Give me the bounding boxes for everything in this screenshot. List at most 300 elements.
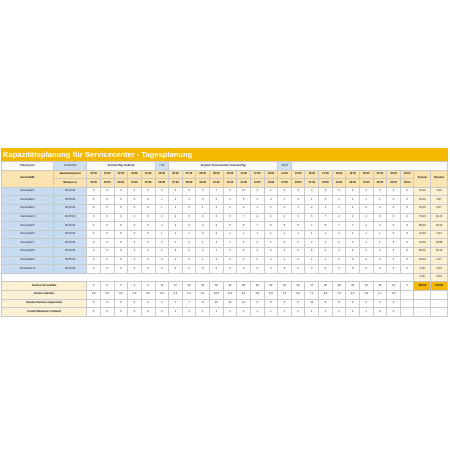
volume-cell[interactable]: 0 — [87, 213, 101, 222]
volume-cell[interactable]: 4 — [278, 247, 292, 256]
volume-cell[interactable]: 1 — [223, 239, 237, 248]
volume-cell[interactable]: 1 — [359, 230, 373, 239]
summary-value-cell: 6 — [278, 299, 292, 308]
volume-cell[interactable]: 1 — [305, 196, 319, 205]
volume-cell[interactable]: 4 — [210, 222, 224, 231]
volume-cell[interactable]: 7 — [346, 222, 360, 231]
volume-cell[interactable]: 6 — [305, 213, 319, 222]
row-summe-cell: 34,00 — [414, 187, 431, 196]
volume-cell[interactable]: 2 — [291, 239, 305, 248]
volume-cell[interactable]: 2 — [359, 247, 373, 256]
summary-value-cell: 1 — [332, 308, 346, 317]
volume-cell[interactable]: 1 — [278, 230, 292, 239]
volume-cell[interactable]: 0 — [128, 187, 142, 196]
volume-cell[interactable]: 2 — [291, 256, 305, 265]
volume-cell[interactable]: 1 — [291, 204, 305, 213]
volume-cell[interactable]: 0 — [114, 256, 128, 265]
volume-cell[interactable]: 4 — [264, 196, 278, 205]
bearbeitungszeit-cell[interactable]: 00:05:00 — [54, 256, 87, 265]
volume-cell[interactable]: 4 — [237, 247, 251, 256]
volume-cell[interactable]: 0 — [100, 239, 114, 248]
volume-cell[interactable]: 1 — [319, 230, 333, 239]
volume-cell[interactable]: 1 — [169, 256, 183, 265]
volume-cell[interactable]: 5 — [223, 222, 237, 231]
volume-cell[interactable]: 0 — [387, 204, 401, 213]
summary-value-cell: 26 — [250, 282, 264, 291]
volume-cell[interactable]: 3 — [387, 187, 401, 196]
volume-cell[interactable]: 1 — [359, 196, 373, 205]
volume-cell[interactable]: 2 — [305, 239, 319, 248]
servicefall-name-cell[interactable]: Servicefall 4 — [2, 213, 54, 222]
slot-from-header: 13:00 — [264, 170, 278, 179]
volume-cell[interactable]: 3 — [332, 187, 346, 196]
volume-cell[interactable]: 3 — [196, 247, 210, 256]
volume-cell[interactable]: 0 — [387, 222, 401, 231]
volume-cell[interactable]: 5 — [305, 247, 319, 256]
volume-cell[interactable]: 0 — [332, 265, 346, 274]
volume-cell[interactable]: 2 — [210, 204, 224, 213]
volume-cell[interactable]: 5 — [278, 222, 292, 231]
volume-cell[interactable]: 4 — [169, 247, 183, 256]
volume-cell[interactable]: 1 — [332, 204, 346, 213]
volume-cell[interactable]: 3 — [346, 187, 360, 196]
volume-cell[interactable]: 2 — [155, 239, 169, 248]
volume-cell[interactable]: 3 — [264, 247, 278, 256]
volume-cell[interactable]: 1 — [305, 256, 319, 265]
summary-summe-cell — [414, 308, 431, 317]
volume-cell[interactable]: 0 — [128, 204, 142, 213]
servicefall-name-cell[interactable]: Servicefall 10 — [2, 265, 54, 274]
volume-cell[interactable]: 6 — [182, 247, 196, 256]
volume-cell[interactable]: 0 — [359, 265, 373, 274]
volume-cell[interactable]: 0 — [400, 213, 414, 222]
volume-cell[interactable]: 1 — [278, 196, 292, 205]
volume-cell[interactable]: 3 — [346, 247, 360, 256]
volume-cell[interactable]: 1 — [373, 230, 387, 239]
volume-cell[interactable]: 1 — [169, 230, 183, 239]
volume-cell[interactable]: 0 — [100, 196, 114, 205]
volume-cell[interactable]: 0 — [400, 247, 414, 256]
volume-cell[interactable]: 2 — [169, 213, 183, 222]
volume-cell[interactable]: 9 — [223, 187, 237, 196]
volume-cell[interactable]: 2 — [332, 213, 346, 222]
volume-cell[interactable]: 0 — [387, 247, 401, 256]
volume-cell[interactable]: 6 — [291, 222, 305, 231]
volume-cell[interactable]: 1 — [196, 256, 210, 265]
summary-value-cell: 0 — [100, 282, 114, 291]
volume-cell[interactable]: 0 — [141, 247, 155, 256]
volume-cell[interactable]: 0 — [114, 213, 128, 222]
volume-cell[interactable]: 2 — [359, 204, 373, 213]
volume-cell[interactable]: 0 — [400, 256, 414, 265]
slot-from-header: 19:00 — [346, 170, 360, 179]
volume-cell[interactable]: 7 — [319, 213, 333, 222]
volume-cell[interactable]: 1 — [346, 196, 360, 205]
volume-cell[interactable]: 0 — [87, 265, 101, 274]
bearbeitungszeit-cell[interactable]: 00:05:00 — [54, 196, 87, 205]
volume-cell[interactable]: 0 — [128, 256, 142, 265]
volume-cell[interactable]: 1 — [373, 196, 387, 205]
volume-cell[interactable]: 2 — [305, 204, 319, 213]
bearbeitungszeit-cell[interactable]: 00:10:00 — [54, 187, 87, 196]
volume-cell[interactable]: 0 — [87, 204, 101, 213]
volume-cell[interactable]: 1 — [264, 230, 278, 239]
volume-cell[interactable]: 0 — [278, 265, 292, 274]
volume-cell[interactable]: 0 — [100, 204, 114, 213]
volume-cell[interactable]: 0 — [141, 187, 155, 196]
volume-cell[interactable]: 0 — [100, 230, 114, 239]
volume-cell[interactable]: 1 — [319, 256, 333, 265]
volume-cell[interactable]: 0 — [141, 265, 155, 274]
volume-cell[interactable]: 10 — [237, 187, 251, 196]
volume-cell[interactable]: 0 — [291, 265, 305, 274]
volume-cell[interactable]: 0 — [128, 230, 142, 239]
volume-cell[interactable]: 0 — [114, 204, 128, 213]
bearbeitungszeit-cell[interactable]: 00:10:00 — [54, 230, 87, 239]
volume-cell[interactable]: 5 — [210, 196, 224, 205]
volume-cell[interactable]: 1 — [319, 204, 333, 213]
volume-cell[interactable]: 8 — [319, 222, 333, 231]
row-stunden-cell: 5,67 — [431, 204, 448, 213]
row-stunden-cell: 10,58 — [431, 239, 448, 248]
volume-cell[interactable]: 2 — [237, 239, 251, 248]
volume-cell[interactable]: 6 — [223, 213, 237, 222]
volume-cell[interactable]: 4 — [359, 222, 373, 231]
volume-cell[interactable]: 2 — [196, 230, 210, 239]
volume-cell[interactable]: 2 — [319, 196, 333, 205]
volume-cell[interactable]: 0 — [250, 265, 264, 274]
summary-value-cell: 2 — [155, 308, 169, 317]
volume-cell[interactable]: 4 — [332, 247, 346, 256]
volume-cell[interactable]: 0 — [400, 265, 414, 274]
volume-cell[interactable]: 7 — [237, 213, 251, 222]
volume-cell[interactable]: 4 — [250, 247, 264, 256]
volume-cell[interactable]: 3 — [182, 213, 196, 222]
volume-cell[interactable]: 0 — [319, 265, 333, 274]
minuten-header: Minuten zu — [54, 179, 87, 188]
volume-cell[interactable]: 5 — [210, 213, 224, 222]
volume-cell[interactable]: 0 — [128, 196, 142, 205]
volume-cell[interactable]: 4 — [155, 222, 169, 231]
volume-cell[interactable]: 3 — [319, 187, 333, 196]
servicefall-name-cell[interactable]: Servicefall 6 — [2, 230, 54, 239]
volume-cell[interactable]: 0 — [373, 256, 387, 265]
volume-cell[interactable]: 5 — [264, 222, 278, 231]
summary-stunden-cell — [431, 308, 448, 317]
slot-from-header: 06:00 — [169, 170, 183, 179]
volume-cell[interactable]: 0 — [114, 196, 128, 205]
summary-value-cell: 0 — [100, 299, 114, 308]
summary-value-cell: 0,0 — [387, 290, 401, 299]
volume-cell[interactable]: 3 — [359, 187, 373, 196]
volume-cell[interactable]: 0 — [359, 256, 373, 265]
volume-cell[interactable]: 5 — [291, 247, 305, 256]
volume-cell[interactable]: 0 — [373, 213, 387, 222]
summary-value-cell: 4,3 — [359, 290, 373, 299]
volume-cell[interactable]: 0 — [87, 239, 101, 248]
bearbeitungszeit-cell[interactable]: 00:15:00 — [54, 239, 87, 248]
volume-cell[interactable]: 1 — [291, 230, 305, 239]
volume-cell[interactable]: 0 — [264, 265, 278, 274]
slot-to-header: 08:00 — [182, 179, 196, 188]
volume-cell[interactable]: 0 — [87, 247, 101, 256]
servicefall-name-cell[interactable]: Servicefall 3 — [2, 204, 54, 213]
volume-cell[interactable]: 3 — [291, 187, 305, 196]
volume-cell[interactable]: 2 — [182, 256, 196, 265]
volume-cell[interactable]: 0 — [346, 256, 360, 265]
volume-cell[interactable]: 3 — [278, 187, 292, 196]
volume-cell[interactable]: 0 — [155, 265, 169, 274]
bearbeitungszeit-cell[interactable]: 00:15:00 — [54, 222, 87, 231]
volume-cell[interactable]: 2 — [223, 204, 237, 213]
slot-to-header: 05:00 — [141, 179, 155, 188]
volume-cell[interactable]: 1 — [169, 204, 183, 213]
stunden-value-cell[interactable]: 7,00 — [155, 162, 169, 171]
volume-cell[interactable]: 0 — [373, 247, 387, 256]
volume-cell[interactable]: 3 — [373, 187, 387, 196]
bearbeitungszeit-cell[interactable]: 00:10:00 — [54, 204, 87, 213]
volume-cell[interactable]: 3 — [264, 256, 278, 265]
volume-cell[interactable]: 3 — [291, 213, 305, 222]
volume-cell[interactable]: 1 — [155, 196, 169, 205]
volume-cell[interactable]: 1 — [250, 230, 264, 239]
volume-cell[interactable]: 0 — [169, 265, 183, 274]
volume-cell[interactable]: 4 — [250, 213, 264, 222]
volume-cell[interactable]: 4 — [250, 196, 264, 205]
volume-cell[interactable]: 2 — [264, 204, 278, 213]
volume-cell[interactable]: 2 — [182, 204, 196, 213]
volume-cell[interactable]: 3 — [305, 187, 319, 196]
servicefall-name-cell[interactable]: Servicefall 8 — [2, 247, 54, 256]
volume-cell[interactable]: 0 — [100, 222, 114, 231]
volume-cell[interactable]: 1 — [264, 213, 278, 222]
volume-cell[interactable]: 0 — [128, 239, 142, 248]
volume-cell[interactable]: 2 — [278, 204, 292, 213]
volume-cell[interactable]: 1 — [332, 230, 346, 239]
volume-cell[interactable]: 0 — [141, 222, 155, 231]
slot-to-header: 17:00 — [305, 179, 319, 188]
volume-cell[interactable]: 7 — [332, 222, 346, 231]
servicefall-name-cell[interactable]: Servicefall 7 — [2, 239, 54, 248]
volume-cell[interactable]: 2 — [346, 204, 360, 213]
planung-date-cell[interactable]: 02.06.2022 — [54, 162, 87, 171]
volume-cell[interactable]: 2 — [196, 196, 210, 205]
volume-cell[interactable]: 0 — [400, 222, 414, 231]
volume-cell[interactable]: 0 — [87, 196, 101, 205]
volume-cell[interactable]: 1 — [332, 196, 346, 205]
summary-value-cell: 0 — [387, 308, 401, 317]
volume-cell[interactable]: 3 — [169, 222, 183, 231]
volume-cell[interactable]: 4 — [359, 213, 373, 222]
slot-to-header: 12:00 — [237, 179, 251, 188]
volume-cell[interactable]: 2 — [373, 204, 387, 213]
volume-cell[interactable]: 0 — [128, 213, 142, 222]
volume-cell[interactable]: 0 — [100, 265, 114, 274]
volume-cell[interactable]: 7 — [210, 247, 224, 256]
volume-cell[interactable]: 1 — [196, 239, 210, 248]
volume-cell[interactable]: 3 — [155, 187, 169, 196]
volume-cell[interactable]: 0 — [114, 265, 128, 274]
summary-value-cell: 2 — [291, 308, 305, 317]
volume-cell[interactable]: 0 — [87, 256, 101, 265]
volume-cell[interactable]: 3 — [210, 230, 224, 239]
volume-cell[interactable]: 2 — [250, 239, 264, 248]
volume-cell[interactable]: 1 — [264, 239, 278, 248]
volume-cell[interactable]: 2 — [332, 239, 346, 248]
volume-cell[interactable]: 3 — [182, 222, 196, 231]
volume-cell[interactable]: 0 — [346, 265, 360, 274]
volume-cell[interactable]: 1 — [250, 204, 264, 213]
volume-cell[interactable]: 5 — [237, 196, 251, 205]
volume-cell[interactable]: 0 — [210, 265, 224, 274]
servicefall-name-cell[interactable]: Servicefall 1 — [2, 187, 54, 196]
bearbeitungszeit-cell[interactable]: 00:10:00 — [54, 265, 87, 274]
summary-value-cell: 8,3 — [319, 290, 333, 299]
servicefall-row — [2, 213, 448, 222]
volume-cell[interactable]: 4 — [237, 256, 251, 265]
volume-cell[interactable]: 0 — [100, 256, 114, 265]
volume-cell[interactable]: 0 — [141, 239, 155, 248]
volume-cell[interactable]: 0 — [400, 187, 414, 196]
volume-cell[interactable]: 1 — [182, 196, 196, 205]
volume-cell[interactable]: 0 — [387, 230, 401, 239]
volume-cell[interactable]: 1 — [373, 239, 387, 248]
summary-value-cell: 1 — [305, 308, 319, 317]
volume-cell[interactable]: 1 — [319, 239, 333, 248]
volume-cell[interactable]: 0 — [400, 196, 414, 205]
volume-cell[interactable]: 2 — [278, 239, 292, 248]
servicefall-name-cell[interactable]: Servicefall 2 — [2, 196, 54, 205]
summary-label: Summe Servicefälle — [2, 282, 87, 291]
volume-cell[interactable]: 0 — [87, 222, 101, 231]
volume-cell[interactable]: 0 — [332, 256, 346, 265]
volume-cell[interactable]: 6 — [237, 222, 251, 231]
volume-cell[interactable]: 1 — [346, 230, 360, 239]
volume-cell[interactable]: 1 — [264, 187, 278, 196]
volume-cell[interactable]: 7 — [210, 187, 224, 196]
volume-cell[interactable]: 1 — [155, 230, 169, 239]
volume-cell[interactable]: 0 — [100, 187, 114, 196]
volume-cell[interactable]: 2 — [210, 256, 224, 265]
volume-cell[interactable]: 0 — [387, 265, 401, 274]
volume-cell[interactable]: 0 — [182, 265, 196, 274]
slot-from-header: 02:00 — [114, 170, 128, 179]
volume-cell[interactable]: 0 — [87, 187, 101, 196]
summary-value-cell: 27 — [169, 282, 183, 291]
volume-cell[interactable]: 5 — [182, 187, 196, 196]
volume-cell[interactable]: 6 — [223, 247, 237, 256]
volume-cell[interactable]: 0 — [87, 230, 101, 239]
volume-cell[interactable]: 4 — [223, 196, 237, 205]
volume-cell[interactable]: 4 — [169, 196, 183, 205]
angebot-value-cell[interactable]: 18,00 — [278, 162, 292, 171]
volume-cell[interactable]: 0 — [305, 265, 319, 274]
volume-cell[interactable]: 0 — [128, 222, 142, 231]
volume-cell[interactable]: 2 — [237, 204, 251, 213]
bearbeitungszeit-cell[interactable]: 00:10:00 — [54, 247, 87, 256]
volume-cell[interactable]: 1 — [237, 230, 251, 239]
volume-cell[interactable]: 1 — [278, 256, 292, 265]
volume-cell[interactable]: 0 — [114, 187, 128, 196]
summary-value-cell: 25 — [319, 282, 333, 291]
volume-cell[interactable]: 1 — [359, 239, 373, 248]
volume-cell[interactable]: 1 — [182, 230, 196, 239]
volume-cell[interactable]: 3 — [346, 213, 360, 222]
volume-cell[interactable]: 0 — [128, 265, 142, 274]
volume-cell[interactable]: 0 — [237, 265, 251, 274]
volume-cell[interactable]: 0 — [114, 239, 128, 248]
volume-cell[interactable]: 0 — [400, 239, 414, 248]
volume-cell[interactable]: 0 — [373, 222, 387, 231]
volume-cell[interactable]: 2 — [223, 230, 237, 239]
volume-cell[interactable]: 0 — [114, 247, 128, 256]
volume-cell[interactable]: 0 — [128, 247, 142, 256]
volume-cell[interactable]: 1 — [169, 239, 183, 248]
summary-value-cell: 2 — [373, 299, 387, 308]
volume-cell[interactable]: 0 — [387, 239, 401, 248]
summary-value-cell: 9,2 — [291, 290, 305, 299]
volume-cell[interactable]: 6 — [319, 247, 333, 256]
volume-cell[interactable]: 2 — [278, 213, 292, 222]
volume-cell[interactable]: 0 — [373, 265, 387, 274]
volume-cell[interactable]: 0 — [141, 196, 155, 205]
slot-from-header: 05:00 — [87, 170, 101, 179]
volume-cell[interactable]: 2 — [250, 256, 264, 265]
volume-cell[interactable]: 0 — [400, 204, 414, 213]
volume-cell[interactable]: 7 — [305, 222, 319, 231]
volume-cell[interactable]: 4 — [196, 222, 210, 231]
volume-cell[interactable]: 0 — [100, 247, 114, 256]
volume-cell[interactable]: 1 — [305, 230, 319, 239]
volume-cell[interactable]: 7 — [250, 222, 264, 231]
summary-value-cell: 1 — [346, 308, 360, 317]
volume-cell[interactable]: 0 — [141, 256, 155, 265]
header-row-from — [2, 170, 448, 179]
volume-cell[interactable]: 0 — [114, 222, 128, 231]
volume-cell[interactable]: 3 — [196, 187, 210, 196]
volume-cell[interactable]: 2 — [182, 239, 196, 248]
volume-cell[interactable]: 1 — [196, 204, 210, 213]
volume-cell[interactable]: 1 — [346, 239, 360, 248]
row-summe-cell: 26,00 — [414, 256, 431, 265]
volume-cell[interactable]: 4 — [196, 213, 210, 222]
volume-cell[interactable]: 0 — [114, 230, 128, 239]
volume-cell[interactable]: 0 — [196, 265, 210, 274]
volume-cell[interactable]: 3 — [155, 256, 169, 265]
volume-cell[interactable]: 0 — [400, 230, 414, 239]
volume-cell[interactable]: 0 — [100, 213, 114, 222]
volume-cell[interactable]: 0 — [387, 256, 401, 265]
volume-cell[interactable]: 2 — [155, 213, 169, 222]
volume-cell[interactable]: 4 — [169, 187, 183, 196]
volume-cell[interactable]: 0 — [387, 196, 401, 205]
volume-cell[interactable]: 0 — [141, 213, 155, 222]
volume-cell[interactable]: 3 — [223, 256, 237, 265]
volume-cell[interactable]: 4 — [291, 196, 305, 205]
servicefall-name-cell[interactable]: Servicefall 5 — [2, 222, 54, 231]
volume-cell[interactable]: 0 — [387, 213, 401, 222]
bearbeitungszeit-cell[interactable]: 00:15:00 — [54, 213, 87, 222]
summary-value-cell: 0 — [128, 308, 142, 317]
volume-cell[interactable]: 4 — [210, 239, 224, 248]
volume-cell[interactable]: 1 — [155, 247, 169, 256]
volume-cell[interactable]: 0 — [141, 204, 155, 213]
volume-cell[interactable]: 0 — [141, 230, 155, 239]
servicefall-name-cell[interactable]: Servicefall 9 — [2, 256, 54, 265]
volume-cell[interactable]: 1 — [155, 204, 169, 213]
volume-cell[interactable]: 0 — [223, 265, 237, 274]
volume-cell[interactable]: 3 — [250, 187, 264, 196]
